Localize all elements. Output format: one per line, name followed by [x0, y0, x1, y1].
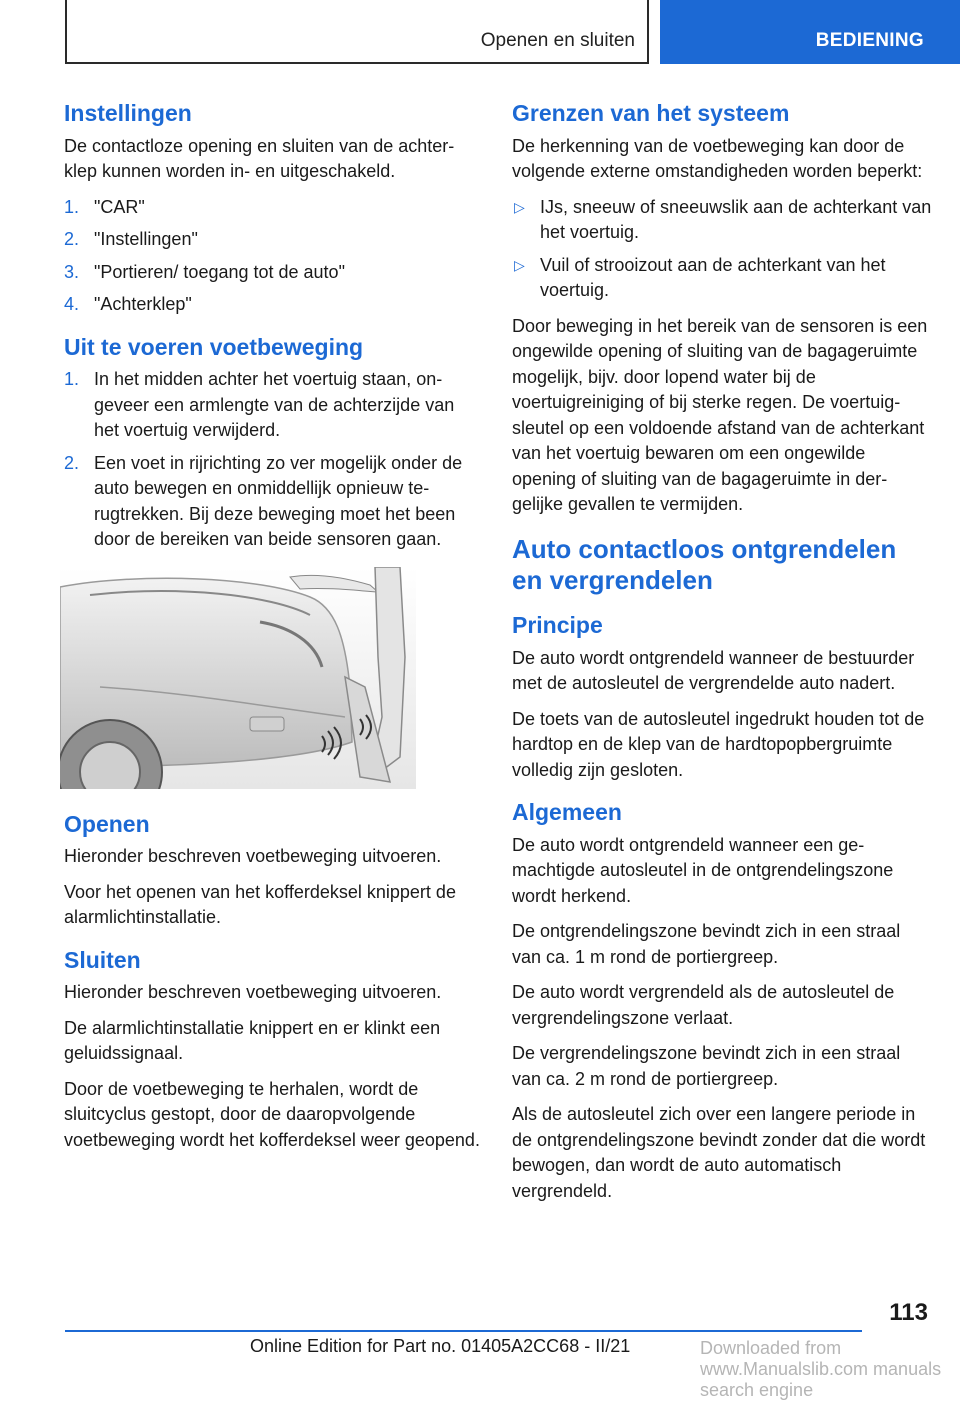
paragraph: Door beweging in het bereik van de sensoren is een ongewilde opening of sluiting van de bagageruimte mogelijk, bijv. door lopend water bij de voertuigreiniging of bij sterke regen. De voertuigsleutel op een voldoende afstand van de achterkant van het voertuig bewaren om een ongewilde opening of sluiting van de bagageruimte in dergelijke gevallen te vermijden. — [512, 315, 928, 515]
heading-voetbeweging: Uit te voeren voetbeweging — [64, 333, 364, 360]
heading-principe: Principe — [512, 611, 603, 638]
list-item-text: "Achterklep" — [94, 294, 192, 315]
list-item — [512, 195, 932, 246]
header-chapter-label: BEDIENING — [815, 30, 924, 51]
page-number: 113 — [889, 1299, 928, 1326]
bullet-list — [512, 195, 932, 304]
paragraph: Voor het openen van het kofferdeksel knippert de alarmlichtinstallatie. — [64, 881, 456, 928]
triangle-bullet-icon: ▷ — [514, 256, 525, 273]
paragraph: De alarmlichtinstallatie knippert en er klinkt een geluidssignaal. — [64, 1017, 441, 1064]
paragraph: De ontgrendelingszone bevindt zich in een straal van ca. 1 m rond de portiergreep. — [512, 921, 901, 967]
section-principe — [512, 612, 932, 783]
list-number: 2. — [64, 452, 80, 473]
footer-edition: Online Edition for Part no. 01405A2CC68 - II/21 — [250, 1336, 631, 1356]
list-item-text: "CAR" — [94, 196, 145, 217]
header-section-title: Openen en sluiten — [480, 30, 635, 51]
heading-grenzen: Grenzen van het systeem — [512, 100, 790, 126]
list-item — [64, 227, 480, 253]
kick-sensor-illustration — [60, 567, 416, 789]
list-item — [512, 253, 932, 304]
list-number: 3. — [64, 261, 80, 282]
paragraph: De toets van de autosleutel ingedrukt houden tot de hardtop en de klep van de hardtopopbergruimte volledig zijn gesloten. — [512, 708, 925, 780]
list-item-text: "Portieren/ toegang tot de auto" — [94, 261, 345, 282]
numbered-list — [64, 195, 480, 318]
section-algemeen — [512, 799, 932, 1204]
section-voetbeweging — [64, 334, 480, 553]
list-item — [64, 451, 480, 553]
list-number: 1. — [64, 196, 80, 217]
left-column — [64, 100, 480, 1163]
heading-instellingen: Instellingen — [64, 100, 192, 126]
paragraph: De herkenning van de voetbeweging kan door de volgende externe omstandigheden worden beperkt: — [512, 135, 923, 182]
paragraph: Hieronder beschreven voetbeweging uitvoeren. — [64, 982, 442, 1003]
list-item-text: Vuil of strooizout aan de achterkant van het voertuig. — [540, 254, 886, 301]
paragraph: Hieronder beschreven voetbeweging uitvoeren. — [64, 846, 442, 867]
right-column — [512, 100, 932, 1214]
list-item-text: Een voet in rijrichting zo ver mogelijk onder de auto bewegen en onmiddellijk opnieuw terugtrekken. Bij deze beweging moet het been door de bereiken van beide sensoren gaan. — [94, 452, 463, 550]
section-sluiten — [64, 947, 480, 1154]
paragraph: De auto wordt ontgrendeld wanneer een gemachtigde autosleutel in de ontgrendelingszone wordt herkend. — [512, 834, 894, 906]
heading-openen: Openen — [64, 810, 150, 837]
list-number: 1. — [64, 369, 80, 390]
header-chapter-tab — [660, 0, 960, 64]
numbered-list — [64, 367, 480, 553]
paragraph: De auto wordt vergrendeld als de autosleutel de vergrendelingszone verlaat. — [512, 982, 895, 1028]
list-number: 2. — [64, 229, 80, 250]
paragraph: Als de autosleutel zich over een langere periode in de ontgrendelingszone bevindt zonder dat die wordt bewogen, dan wordt de auto automatisch vergrendeld. — [512, 1104, 926, 1201]
heading-contactloos: Auto contactloos ontgrendelen en vergrendelen — [512, 533, 897, 595]
list-item-text: IJs, sneeuw of sneeuwslik aan de achterkant van het voertuig. — [540, 196, 932, 243]
list-item — [64, 292, 480, 318]
list-number: 4. — [64, 294, 80, 315]
paragraph: De vergrendelingszone bevindt zich in een straal van ca. 2 m rond de portiergreep. — [512, 1043, 901, 1089]
heading-sluiten: Sluiten — [64, 946, 141, 973]
section-instellingen — [64, 100, 480, 318]
section-openen — [64, 811, 480, 931]
header-frame — [65, 0, 649, 64]
paragraph: Door de voetbeweging te herhalen, wordt de sluitcyclus gestopt, door de daaropvolgende voetbeweging wordt het kofferdeksel weer geopend. — [64, 1078, 480, 1150]
section-grenzen — [512, 100, 932, 518]
watermark-text: Downloaded from www.Manualslib.com manuals search engine — [700, 1338, 942, 1400]
section-contactloos — [512, 534, 932, 596]
list-item-text: In het midden achter het voertuig staan, ongeveer een armlengte van de achterzijde van het voertuig verwijderd. — [94, 369, 455, 441]
list-item — [64, 260, 480, 286]
footer-divider — [65, 1330, 862, 1332]
list-item-text: "Instellingen" — [94, 229, 198, 250]
list-item — [64, 195, 480, 221]
list-item — [64, 367, 480, 444]
paragraph: De auto wordt ontgrendeld wanneer de bestuurder met de autosleutel de vergrendelde auto nadert. — [512, 647, 915, 694]
paragraph: De contactloze opening en sluiten van de achterklep kunnen worden in- en uitgeschakeld. — [64, 135, 455, 182]
triangle-bullet-icon: ▷ — [514, 198, 525, 215]
heading-algemeen: Algemeen — [512, 799, 622, 826]
